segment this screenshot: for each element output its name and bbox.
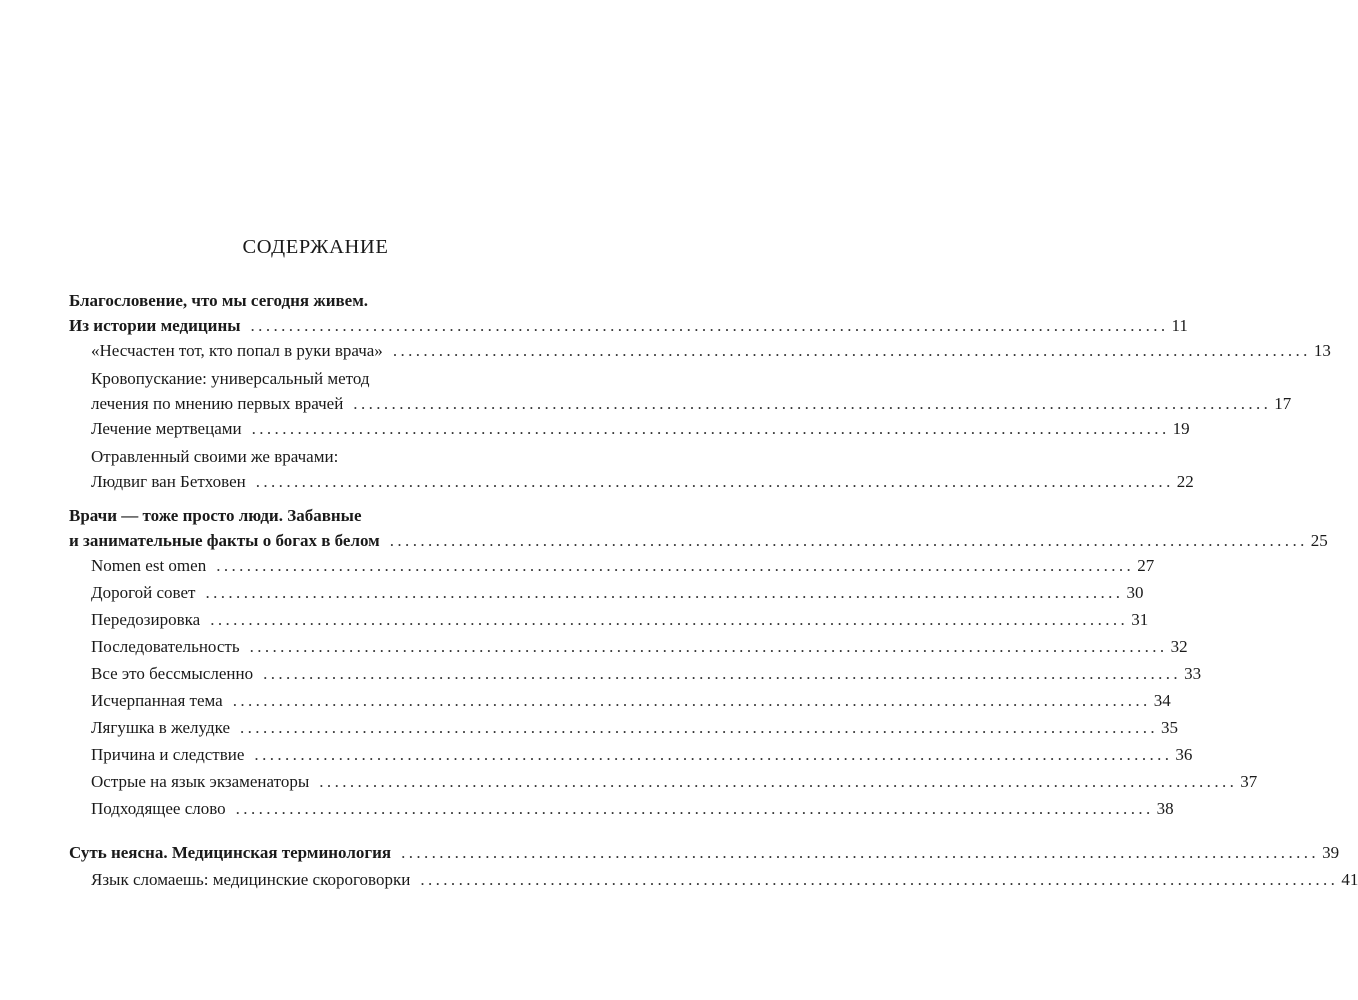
toc-item-right-word[interactable]: Подходящее слово ........................................................................................................................ 38	[91, 797, 520, 822]
toc-section-doctors[interactable]: Врачи — тоже просто люди. Забавные и занимательные факты о богах в белом ........................................................................................................................ 25	[69, 504, 520, 554]
dot-leader: ........................................................................................................................	[401, 843, 1320, 862]
page-number: 36	[1175, 745, 1193, 764]
toc-item-unhappy-patient[interactable]: «Несчастен тот, кто попал в руки врача» ........................................................................................................................ 13	[91, 339, 520, 364]
toc-item-nomen-est-omen[interactable]: Nomen est omen ........................................................................................................................ 27	[91, 554, 520, 579]
toc-item-overdose[interactable]: Передозировка ........................................................................................................................ 31	[91, 608, 520, 633]
toc-item-expensive-advice[interactable]: Дорогой совет ........................................................................................................................ 30	[91, 581, 520, 606]
page-number: 30	[1126, 583, 1144, 602]
toc-item-frog-in-stomach[interactable]: Лягушка в желудке ........................................................................................................................ 35	[91, 716, 520, 741]
dot-leader: ........................................................................................................................	[389, 531, 1308, 550]
page-number: 25	[1310, 531, 1328, 550]
page-number: 37	[1240, 772, 1258, 791]
page-number: 17	[1274, 394, 1292, 413]
dot-leader: ........................................................................................................................	[249, 637, 1168, 656]
page-number: 32	[1170, 637, 1188, 656]
dot-leader: ........................................................................................................................	[240, 718, 1158, 737]
toc-item-pointless[interactable]: Все это бессмысленно ........................................................................................................................ 33	[91, 662, 520, 687]
dot-leader: ........................................................................................................................	[251, 419, 1170, 438]
page-number: 39	[1322, 843, 1340, 862]
dot-leader: ........................................................................................................................	[392, 341, 1311, 360]
toc-title: СОДЕРЖАНИЕ	[242, 236, 389, 258]
page-number: 41	[1341, 870, 1358, 889]
page-number: 13	[1313, 341, 1331, 360]
dot-leader: ........................................................................................................................	[232, 691, 1151, 710]
toc-item-exhausted-topic[interactable]: Исчерпанная тема ........................................................................................................................ 34	[91, 689, 520, 714]
page-number: 35	[1161, 718, 1178, 737]
toc-item-dead-treatment[interactable]: Лечение мертвецами ........................................................................................................................ 19	[91, 417, 520, 442]
toc-item-beethoven[interactable]: Отравленный своими же врачами: Людвиг ван Бетховен ........................................................................................................................ 22	[91, 445, 520, 495]
toc-item-tongue-twisters[interactable]: Язык сломаешь: медицинские скороговорки ........................................................................................................................ 41	[91, 868, 520, 893]
toc-item-sequence[interactable]: Последовательность ........................................................................................................................ 32	[91, 635, 520, 660]
page-number: 22	[1176, 472, 1194, 491]
toc-section-history[interactable]	[69, 289, 1188, 339]
dot-leader: ........................................................................................................................	[250, 316, 1169, 335]
page-number: 34	[1153, 691, 1171, 710]
page-number: 11	[1171, 316, 1188, 335]
page-number: 38	[1156, 799, 1174, 818]
dot-leader: ........................................................................................................................	[263, 664, 1182, 683]
toc-item-examiners[interactable]: Острые на язык экзаменаторы ........................................................................................................................ 37	[91, 770, 520, 795]
dot-leader: ........................................................................................................................	[254, 745, 1173, 764]
page-number: 27	[1137, 556, 1155, 575]
toc-entry-text-line: Из истории медицины ........................................................................................................................ 11	[69, 314, 520, 339]
dot-leader: ........................................................................................................................	[216, 556, 1135, 575]
dot-leader: ........................................................................................................................	[319, 772, 1238, 791]
page-number: 31	[1131, 610, 1149, 629]
page-number: 19	[1172, 419, 1190, 438]
toc-entry-text-line: Благословение, что мы сегодня живем.	[69, 291, 369, 310]
dot-leader: ........................................................................................................................	[205, 583, 1124, 602]
dot-leader: ........................................................................................................................	[235, 799, 1154, 818]
dot-leader: ........................................................................................................................	[255, 472, 1174, 491]
toc-item-cause-effect[interactable]: Причина и следствие ........................................................................................................................ 36	[91, 743, 520, 768]
toc-section-terminology[interactable]: Суть неясна. Медицинская терминология ........................................................................................................................ 39	[69, 841, 520, 866]
dot-leader: ........................................................................................................................	[210, 610, 1129, 629]
dot-leader: ........................................................................................................................	[420, 870, 1339, 889]
dot-leader: ........................................................................................................................	[353, 394, 1272, 413]
page-number: 33	[1184, 664, 1202, 683]
toc-item-bloodletting[interactable]: Кровопускание: универсальный метод лечения по мнению первых врачей ........................................................................................................................ 17	[91, 367, 520, 417]
